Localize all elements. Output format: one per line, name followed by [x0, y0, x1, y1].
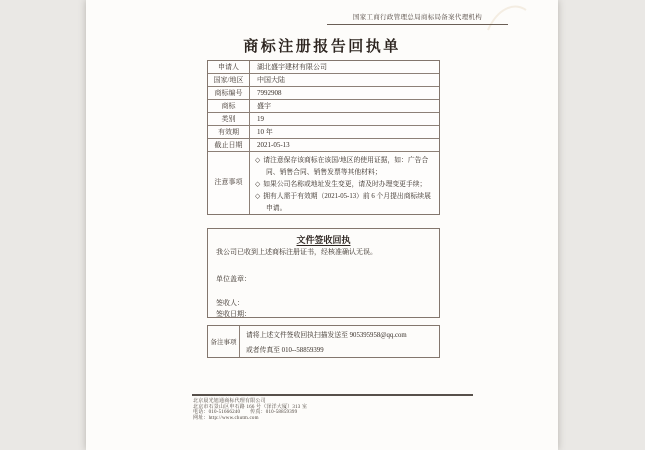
- document-title: 商标注册报告回执单: [243, 39, 401, 55]
- diamond-bullet-icon: ◇: [255, 193, 261, 200]
- table-row-trademark: [208, 100, 439, 113]
- row-label: 商标编号: [208, 87, 250, 99]
- diamond-bullet-icon: ◇: [255, 181, 261, 188]
- note-text: 拥有人需于有效期（2021-05-13）前 6 个月提出商标续展申请。: [263, 193, 431, 212]
- signer-label: 签收人：: [216, 299, 244, 307]
- note-text: 如果公司名称或地址发生变更，请及时办理变更手续；: [263, 181, 427, 188]
- table-row-country: [208, 74, 439, 87]
- diamond-bullet-icon: ◇: [255, 157, 261, 164]
- agency-registration-line: 国家工商行政管理总局商标局备案代理机构: [327, 13, 508, 25]
- row-label: 申请人: [208, 61, 250, 73]
- note-item: [255, 155, 435, 179]
- note-item: [255, 191, 435, 215]
- document-receipt-section: [207, 228, 440, 318]
- unit-seal-label: 单位盖章：: [216, 275, 251, 283]
- row-value: 7992908: [257, 89, 282, 97]
- row-value: 盛宇: [257, 102, 271, 110]
- footer-company-name: 北京晨光旭通商标代理有限公司: [193, 399, 266, 404]
- sign-date-label: 签收日期：: [216, 310, 251, 318]
- row-value: 10 年: [257, 128, 273, 136]
- footer-phone: 电话：010-51666240: [193, 410, 241, 416]
- row-label: 截止日期: [208, 139, 250, 151]
- row-label: 注意事项: [208, 152, 250, 214]
- row-label: 商标: [208, 100, 250, 112]
- note-text: 请注意保存该商标在该国/地区的使用证据，如：广告合同、销售合同、销售发票等其他材料；: [263, 157, 429, 176]
- row-value: 2021-05-13: [257, 141, 290, 149]
- trademark-info-table: [207, 60, 440, 215]
- table-row-trademark-number: [208, 87, 439, 100]
- row-label: 类别: [208, 113, 250, 125]
- table-row-deadline: [208, 139, 439, 152]
- footer-website: 网址：http://www.chutm.com: [193, 415, 259, 421]
- row-value: 湖北盛宇建材有限公司: [257, 63, 327, 71]
- row-label: 有效期: [208, 126, 250, 138]
- remarks-content: [240, 326, 439, 357]
- row-value: 19: [257, 115, 264, 123]
- notes-list: [250, 152, 439, 214]
- note-item: [255, 179, 435, 191]
- agency-footer-block: [193, 399, 474, 421]
- receipt-confirmation-text: 我公司已收到上述商标注册证书，经核准确认无误。: [216, 248, 377, 256]
- table-row-notes: [208, 152, 439, 214]
- remarks-label: 备注事项: [208, 326, 240, 357]
- remarks-line-fax: 或者传真至 010--58859399: [246, 347, 324, 354]
- row-value: 中国大陆: [257, 76, 285, 84]
- footer-divider: [192, 394, 473, 396]
- footer-fax: 传真：010-58859399: [250, 410, 298, 416]
- scanned-document-page: [86, 0, 558, 450]
- table-row-validity: [208, 126, 439, 139]
- table-row-class: [208, 113, 439, 126]
- row-label: 国家/地区: [208, 74, 250, 86]
- remarks-line-scan-email: 请将上述文件签收回执扫描发送至 905395958@qq.com: [246, 332, 407, 339]
- remarks-section: [207, 325, 440, 358]
- receipt-section-title: 文件签收回执: [296, 235, 351, 245]
- footer-address: 北京市石景山区申石路 166 号（泽洋大厦）313 室: [193, 404, 308, 410]
- table-row-applicant: [208, 61, 439, 74]
